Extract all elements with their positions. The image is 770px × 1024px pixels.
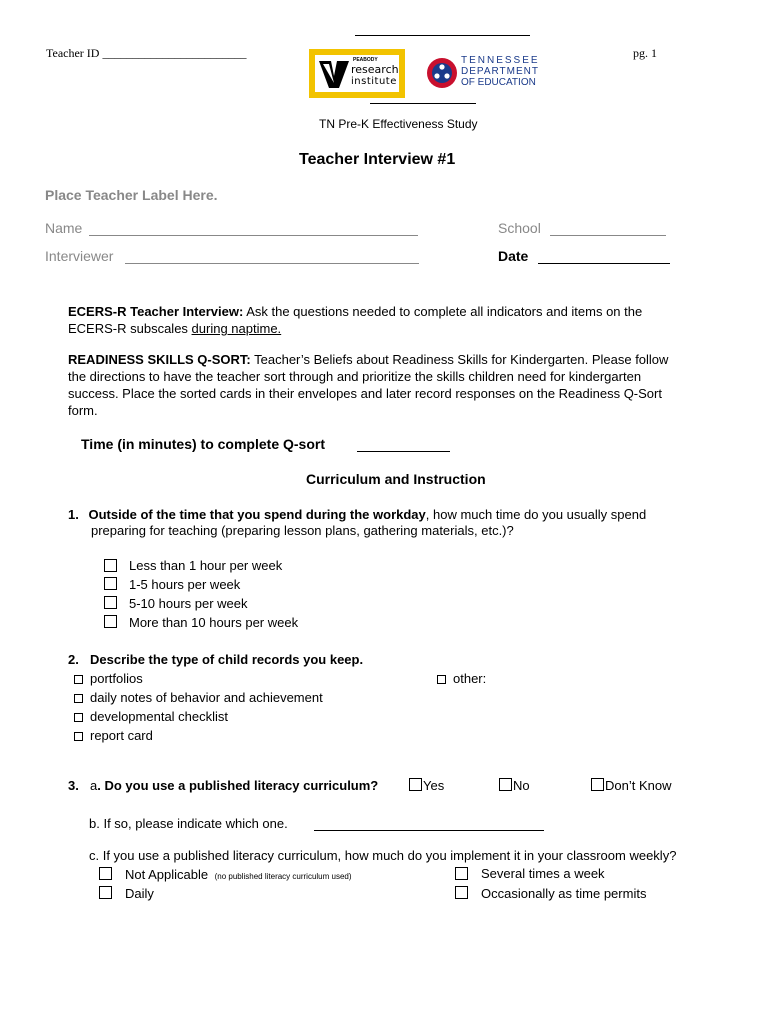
ecers-text-1: Ask the questions needed to complete all indicators and items on the xyxy=(243,304,643,319)
q3a-question xyxy=(90,778,378,793)
q1-option-4-label: More than 10 hours per week xyxy=(129,615,299,630)
q2-option-1-checkbox[interactable] xyxy=(74,675,83,684)
q2-option-3-label: developmental checklist xyxy=(90,709,229,724)
readiness-text-1: Teacher’s Beliefs about Readiness Skills for Kindergarten. Please follow xyxy=(250,352,669,367)
q3c-daily-label: Daily xyxy=(125,886,154,901)
q3-number: 3. xyxy=(68,778,79,793)
q2-option-4-label: report card xyxy=(90,728,153,743)
readiness-text-3: success. Place the sorted cards in their envelopes and later record responses on the Readiness Q-Sort xyxy=(68,386,662,401)
q1-option-3-checkbox[interactable] xyxy=(104,596,117,609)
ecers-title: ECERS-R Teacher Interview: xyxy=(68,304,244,319)
study-title: TN Pre-K Effectiveness Study xyxy=(319,117,478,131)
readiness-instructions xyxy=(68,351,738,419)
q3c-not-applicable-text: Not Applicable xyxy=(125,867,209,882)
q3c-daily-checkbox[interactable] xyxy=(99,886,112,899)
q3a-dont-know-checkbox[interactable] xyxy=(591,778,604,791)
q3c-not-applicable-checkbox[interactable] xyxy=(99,867,112,880)
name-label: Name xyxy=(45,220,83,236)
q1-option-1-checkbox[interactable] xyxy=(104,559,117,572)
q3a-prefix: a xyxy=(90,778,98,793)
section-title: Curriculum and Instruction xyxy=(306,471,486,487)
q2-option-4-checkbox[interactable] xyxy=(74,732,83,741)
q3c-occasionally-checkbox[interactable] xyxy=(455,886,468,899)
q2-option-3-checkbox[interactable] xyxy=(74,713,83,722)
qsort-time-field[interactable] xyxy=(357,451,450,452)
ecers-text-2: ECERS-R subscales xyxy=(68,321,192,336)
q1-text-line-2: preparing for teaching (preparing lesson plans, gathering materials, etc.)? xyxy=(91,523,514,538)
q3b-curriculum-field[interactable] xyxy=(314,830,544,831)
q3c-text: c. If you use a published literacy curriculum, how much do you implement it in your classroom weekly? xyxy=(89,848,677,863)
logo-tn-line2: DEPARTMENT xyxy=(461,66,539,77)
q3b-text: b. If so, please indicate which one. xyxy=(89,816,288,831)
q3a-dont-know-label: Don’t Know xyxy=(605,778,672,793)
date-label: Date xyxy=(498,248,529,264)
q1-option-2-label: 1-5 hours per week xyxy=(129,577,241,592)
teacher-label-placeholder: Place Teacher Label Here. xyxy=(45,187,218,203)
interviewer-label: Interviewer xyxy=(45,248,114,264)
page-title: Teacher Interview #1 xyxy=(299,151,456,168)
q1-option-1-label: Less than 1 hour per week xyxy=(129,558,283,573)
q2-other-label: other: xyxy=(453,671,487,686)
q3c-not-applicable-label xyxy=(125,866,352,884)
tn-department-of-education-logo xyxy=(425,52,540,94)
readiness-text-4: form. xyxy=(68,403,98,418)
logo-peabody-text: PEABODY xyxy=(353,57,378,63)
q2-option-2-checkbox[interactable] xyxy=(74,694,83,703)
q3c-several-label: Several times a week xyxy=(481,866,605,881)
q3a-yes-checkbox[interactable] xyxy=(409,778,422,791)
q3a-no-checkbox[interactable] xyxy=(499,778,512,791)
name-field[interactable] xyxy=(89,235,418,236)
q3a-yes-label: Yes xyxy=(423,778,445,793)
question-1 xyxy=(68,506,646,523)
logo-institute-text: institute xyxy=(351,76,397,87)
peabody-v-icon xyxy=(318,59,350,89)
q1-option-3-label: 5-10 hours per week xyxy=(129,596,248,611)
q3a-text: . Do you use a published literacy curriculum? xyxy=(97,778,379,793)
page-number: pg. 1 xyxy=(633,46,657,60)
q1-rest-text: , how much time do you usually spend xyxy=(425,507,647,522)
logo-tn-line3: OF EDUCATION xyxy=(461,77,536,88)
header-bottom-rule xyxy=(370,103,476,104)
q3c-several-checkbox[interactable] xyxy=(455,867,468,880)
header-top-rule xyxy=(355,35,530,36)
peabody-research-institute-logo xyxy=(309,49,405,98)
ecers-underlined: during naptime. xyxy=(191,321,282,336)
qsort-time-label: Time (in minutes) to complete Q-sort xyxy=(81,436,325,452)
tennessee-tristar-icon xyxy=(425,56,459,90)
date-field[interactable] xyxy=(538,263,670,264)
q3c-not-applicable-note: (no published literacy curriculum used) xyxy=(214,872,352,881)
interviewer-field[interactable] xyxy=(125,263,419,264)
ecers-instructions xyxy=(68,303,728,337)
logo-research-text: research xyxy=(351,63,399,76)
logo-tn-line1: TENNESSEE xyxy=(461,55,540,66)
q2-other-checkbox[interactable] xyxy=(437,675,446,684)
q1-number: 1. xyxy=(68,507,79,522)
school-field[interactable] xyxy=(550,235,666,236)
q2-option-1-label: portfolios xyxy=(90,671,143,686)
readiness-text-2: the directions to have the teacher sort through and prioritize the skills children need for kindergarten xyxy=(68,369,642,384)
q1-option-4-checkbox[interactable] xyxy=(104,615,117,628)
q1-bold-text: Outside of the time that you spend during the workday xyxy=(88,507,426,522)
q2-number: 2. xyxy=(68,652,79,667)
readiness-title: READINESS SKILLS Q-SORT: xyxy=(68,352,251,367)
teacher-id-label: Teacher ID ________________________ xyxy=(46,46,247,60)
q2-text: Describe the type of child records you keep. xyxy=(90,652,364,667)
school-label: School xyxy=(498,220,541,236)
q2-option-2-label: daily notes of behavior and achievement xyxy=(90,690,323,705)
q3a-no-label: No xyxy=(513,778,530,793)
q1-option-2-checkbox[interactable] xyxy=(104,577,117,590)
q3c-occasionally-label: Occasionally as time permits xyxy=(481,886,647,901)
